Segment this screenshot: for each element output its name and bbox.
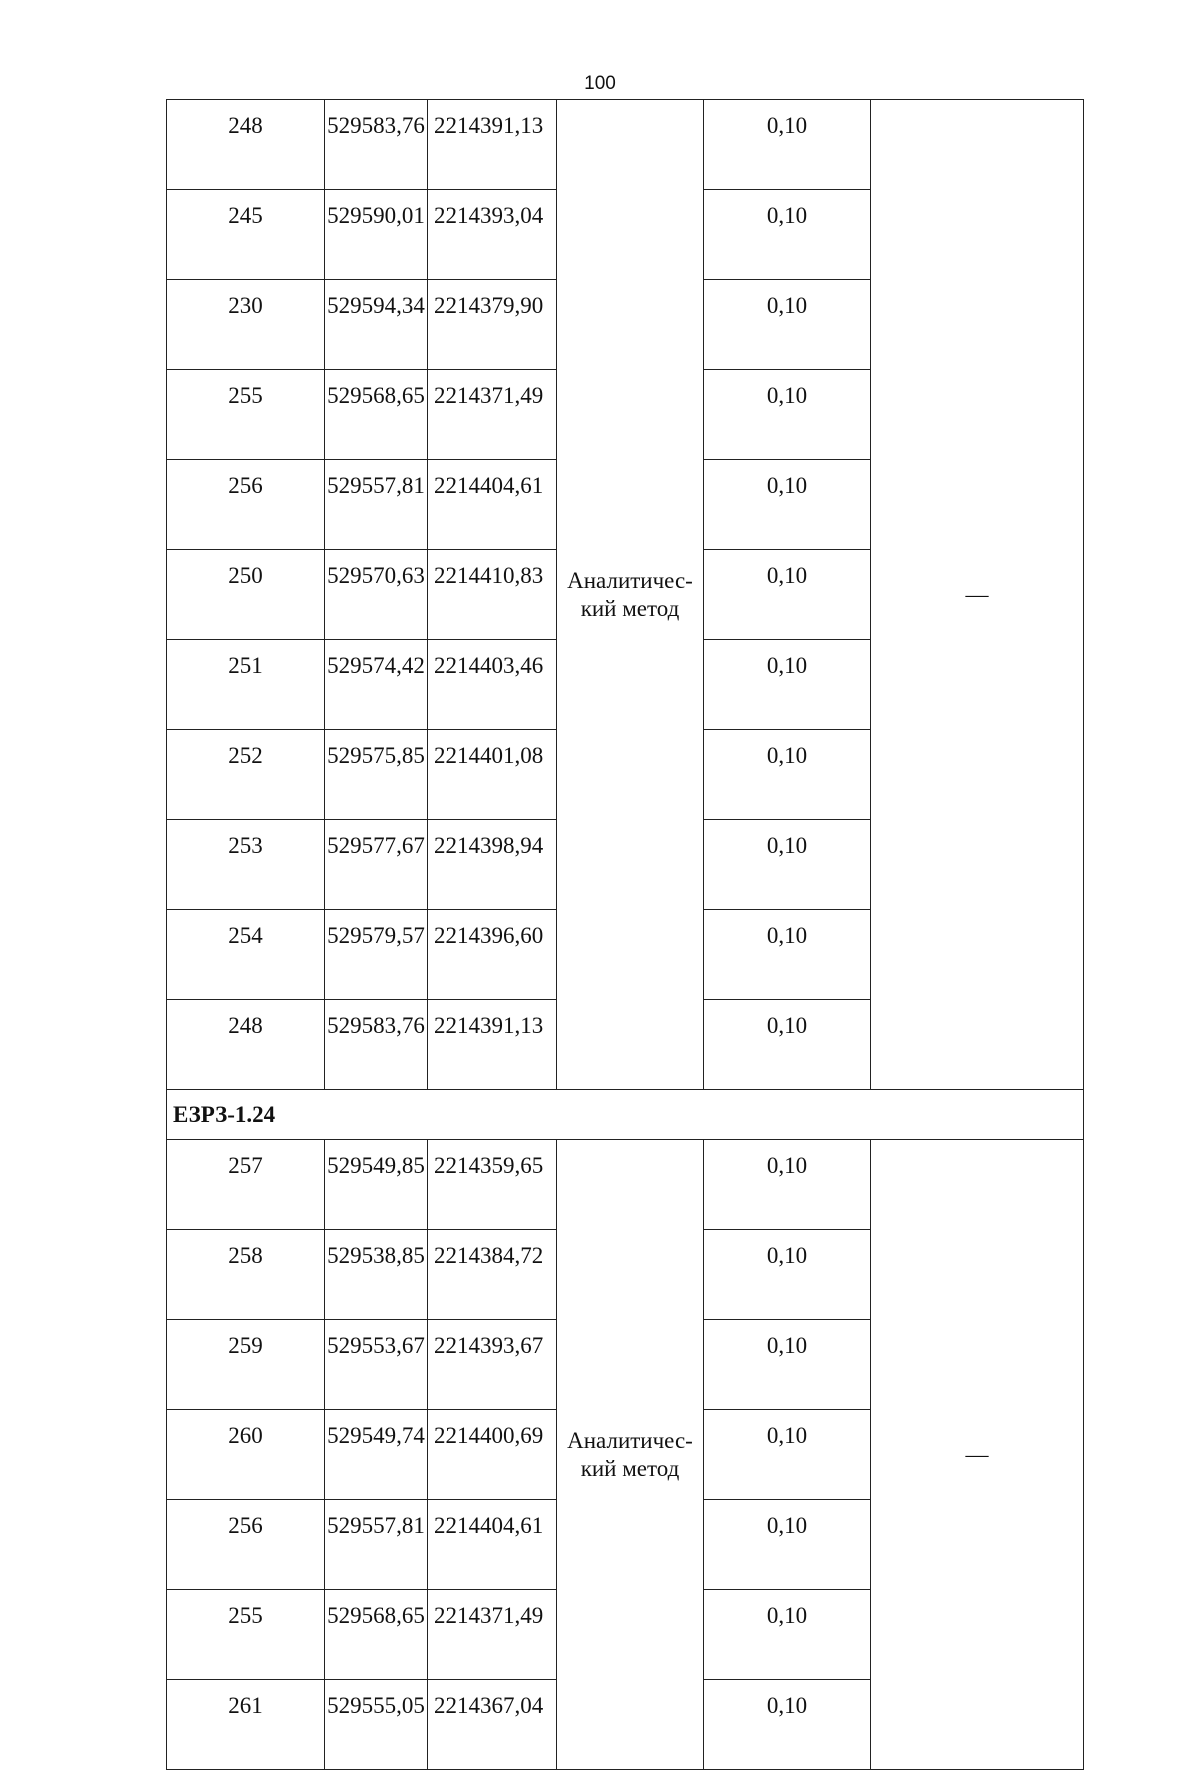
method-cell — [557, 1140, 704, 1770]
accuracy-cell: 0,10 — [704, 460, 871, 550]
point-number-cell: 255 — [167, 1590, 325, 1680]
y-coordinate-cell: 2214391,13 — [428, 100, 557, 190]
table-row — [167, 100, 1084, 190]
y-coordinate-cell: 2214391,13 — [428, 1000, 557, 1090]
point-number-cell: 245 — [167, 190, 325, 280]
point-number-cell: 230 — [167, 280, 325, 370]
accuracy-cell: 0,10 — [704, 100, 871, 190]
accuracy-cell: 0,10 — [704, 1000, 871, 1090]
accuracy-cell: 0,10 — [704, 1500, 871, 1590]
point-number-cell: 260 — [167, 1410, 325, 1500]
method-text: Аналитичес-кий метод — [567, 1427, 693, 1481]
y-coordinate-cell: 2214393,04 — [428, 190, 557, 280]
y-coordinate-cell: 2214396,60 — [428, 910, 557, 1000]
x-coordinate-cell: 529557,81 — [325, 1500, 428, 1590]
x-coordinate-cell: 529570,63 — [325, 550, 428, 640]
x-coordinate-cell: 529579,57 — [325, 910, 428, 1000]
y-coordinate-cell: 2214410,83 — [428, 550, 557, 640]
accuracy-cell: 0,10 — [704, 730, 871, 820]
x-coordinate-cell: 529557,81 — [325, 460, 428, 550]
point-number-cell: 253 — [167, 820, 325, 910]
point-number-cell: 248 — [167, 1000, 325, 1090]
y-coordinate-cell: 2214400,69 — [428, 1410, 557, 1500]
point-number-cell: 255 — [167, 370, 325, 460]
y-coordinate-cell: 2214404,61 — [428, 460, 557, 550]
note-cell: — — [871, 100, 1084, 1090]
accuracy-cell: 0,10 — [704, 1410, 871, 1500]
y-coordinate-cell: 2214393,67 — [428, 1320, 557, 1410]
x-coordinate-cell: 529594,34 — [325, 280, 428, 370]
coordinates-table-body — [167, 100, 1084, 1770]
accuracy-cell: 0,10 — [704, 1230, 871, 1320]
y-coordinate-cell: 2214371,49 — [428, 1590, 557, 1680]
x-coordinate-cell: 529549,74 — [325, 1410, 428, 1500]
y-coordinate-cell: 2214359,65 — [428, 1140, 557, 1230]
y-coordinate-cell: 2214384,72 — [428, 1230, 557, 1320]
method-text: Аналитичес-кий метод — [567, 567, 693, 621]
point-number-cell: 252 — [167, 730, 325, 820]
accuracy-cell: 0,10 — [704, 1140, 871, 1230]
point-number-cell: 259 — [167, 1320, 325, 1410]
note-cell: — — [871, 1140, 1084, 1770]
y-coordinate-cell: 2214404,61 — [428, 1500, 557, 1590]
point-number-cell: 258 — [167, 1230, 325, 1320]
accuracy-cell: 0,10 — [704, 190, 871, 280]
accuracy-cell: 0,10 — [704, 640, 871, 730]
x-coordinate-cell: 529568,65 — [325, 1590, 428, 1680]
x-coordinate-cell: 529575,85 — [325, 730, 428, 820]
y-coordinate-cell: 2214379,90 — [428, 280, 557, 370]
accuracy-cell: 0,10 — [704, 820, 871, 910]
y-coordinate-cell: 2214401,08 — [428, 730, 557, 820]
x-coordinate-cell: 529553,67 — [325, 1320, 428, 1410]
method-cell — [557, 100, 704, 1090]
x-coordinate-cell: 529574,42 — [325, 640, 428, 730]
point-number-cell: 248 — [167, 100, 325, 190]
section-heading-row — [167, 1090, 1084, 1140]
page-number: 100 — [584, 73, 616, 94]
x-coordinate-cell: 529549,85 — [325, 1140, 428, 1230]
x-coordinate-cell: 529577,67 — [325, 820, 428, 910]
point-number-cell: 251 — [167, 640, 325, 730]
accuracy-cell: 0,10 — [704, 1320, 871, 1410]
section-heading: ЕЗРЗ-1.24 — [167, 1090, 1084, 1140]
accuracy-cell: 0,10 — [704, 1680, 871, 1770]
y-coordinate-cell: 2214371,49 — [428, 370, 557, 460]
accuracy-cell: 0,10 — [704, 370, 871, 460]
coordinates-table — [166, 99, 1084, 1770]
y-coordinate-cell: 2214367,04 — [428, 1680, 557, 1770]
accuracy-cell: 0,10 — [704, 1590, 871, 1680]
accuracy-cell: 0,10 — [704, 910, 871, 1000]
x-coordinate-cell: 529583,76 — [325, 1000, 428, 1090]
point-number-cell: 256 — [167, 1500, 325, 1590]
y-coordinate-cell: 2214403,46 — [428, 640, 557, 730]
point-number-cell: 256 — [167, 460, 325, 550]
point-number-cell: 250 — [167, 550, 325, 640]
x-coordinate-cell: 529583,76 — [325, 100, 428, 190]
point-number-cell: 254 — [167, 910, 325, 1000]
table-row — [167, 1140, 1084, 1230]
accuracy-cell: 0,10 — [704, 550, 871, 640]
point-number-cell: 257 — [167, 1140, 325, 1230]
x-coordinate-cell: 529590,01 — [325, 190, 428, 280]
x-coordinate-cell: 529555,05 — [325, 1680, 428, 1770]
x-coordinate-cell: 529568,65 — [325, 370, 428, 460]
accuracy-cell: 0,10 — [704, 280, 871, 370]
y-coordinate-cell: 2214398,94 — [428, 820, 557, 910]
point-number-cell: 261 — [167, 1680, 325, 1770]
x-coordinate-cell: 529538,85 — [325, 1230, 428, 1320]
